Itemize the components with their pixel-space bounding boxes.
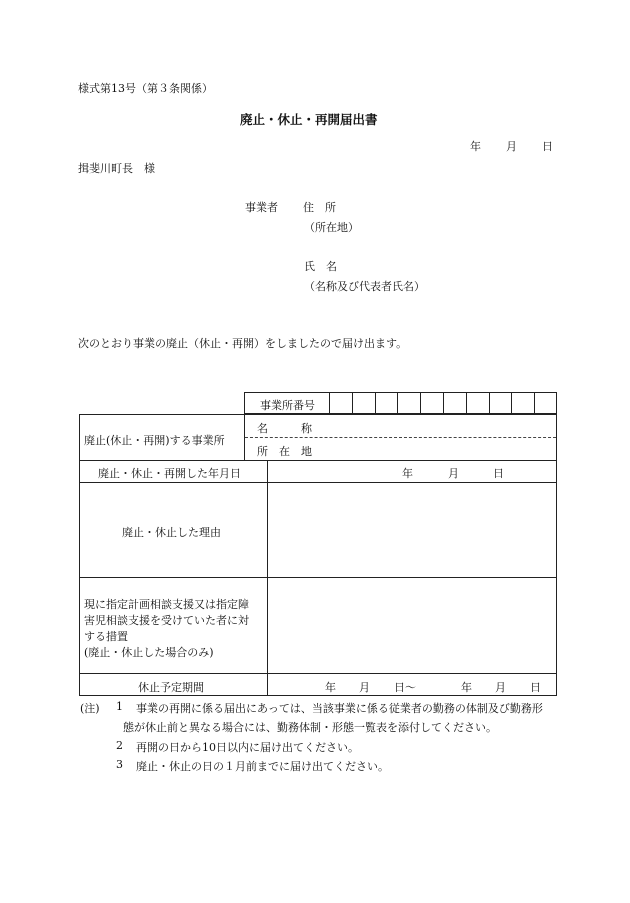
row-divider [79,673,557,674]
office-number-digit-divider [489,392,490,414]
office-name-label: 名 称 [257,422,312,435]
date-row-year: 年 [402,467,413,480]
name-sub: （名称及び代表者氏名） [304,280,425,293]
address-label: 住 所 [303,201,336,214]
period-start-month: 月 [359,681,370,694]
date-row-label: 廃止・休止・再開した年月日 [98,467,241,480]
reason-label: 廃止・休止した理由 [122,526,221,539]
office-location-label: 所 在 地 [257,445,312,458]
date-row-day: 日 [493,467,504,480]
page-title: 廃止・休止・再開届出書 [240,112,378,127]
period-end-month: 月 [495,681,506,694]
form-number: 様式第13号（第３条関係） [78,82,213,95]
applicant-role: 事業者 [245,201,278,214]
office-number-digit-divider [466,392,467,414]
date-day: 日 [542,140,553,153]
office-number-label: 事業所番号 [260,399,315,412]
row-divider [79,577,557,578]
address-sub: （所在地） [304,221,359,234]
office-number-digit-divider [397,392,398,414]
addressee: 揖斐川町長 様 [78,162,155,175]
row-divider [79,460,557,461]
row-divider [79,482,557,483]
office-number-digit-divider [352,392,353,414]
period-start-year: 年 [325,681,336,694]
note-1-num: 1 [116,700,123,713]
office-number-digit-divider [375,392,376,414]
name-label: 氏 名 [304,260,337,273]
office-label: 廃止(休止・再開)する事業所 [84,434,225,447]
note-1-line1: 事業の再開に係る届出にあっては、当該事業に係る従業者の勤務の体制及び勤務形 [136,702,543,715]
office-number-digit-divider [420,392,421,414]
label-column-divider [267,460,268,696]
office-number-digit-divider [443,392,444,414]
period-end-year: 年 [461,681,472,694]
body-text: 次のとおり事業の廃止（休止・再開）をしましたので届け出ます。 [78,337,408,350]
measures-label-line1: 現に指定計画相談支援又は指定障 [84,598,249,611]
period-start-day: 日～ [394,681,416,694]
period-end-day: 日 [530,681,541,694]
note-2-text: 再開の日から10日以内に届け出てください。 [136,741,359,754]
office-number-digit-divider [534,392,535,414]
note-1-line2: 態が休止前と異なる場合には、勤務体制・形態一覧表を添付してください。 [123,721,497,734]
measures-label-line4: (廃止・休止した場合のみ) [84,646,214,659]
date-month: 月 [506,140,517,153]
date-year: 年 [470,140,481,153]
office-number-digit-divider [511,392,512,414]
note-2-num: 2 [116,739,123,752]
measures-label-line2: 害児相談支援を受けていた者に対 [84,614,249,627]
note-3-text: 廃止・休止の日の１月前までに届け出てください。 [136,760,389,773]
date-row-month: 月 [448,467,459,480]
office-dashed-divider [245,437,556,438]
notes-prefix: (注) [80,702,100,715]
measures-label-line3: する措置 [84,630,128,643]
note-3-num: 3 [116,758,123,771]
planned-period-label: 休止予定期間 [138,681,204,694]
office-number-digit-divider [329,392,330,414]
